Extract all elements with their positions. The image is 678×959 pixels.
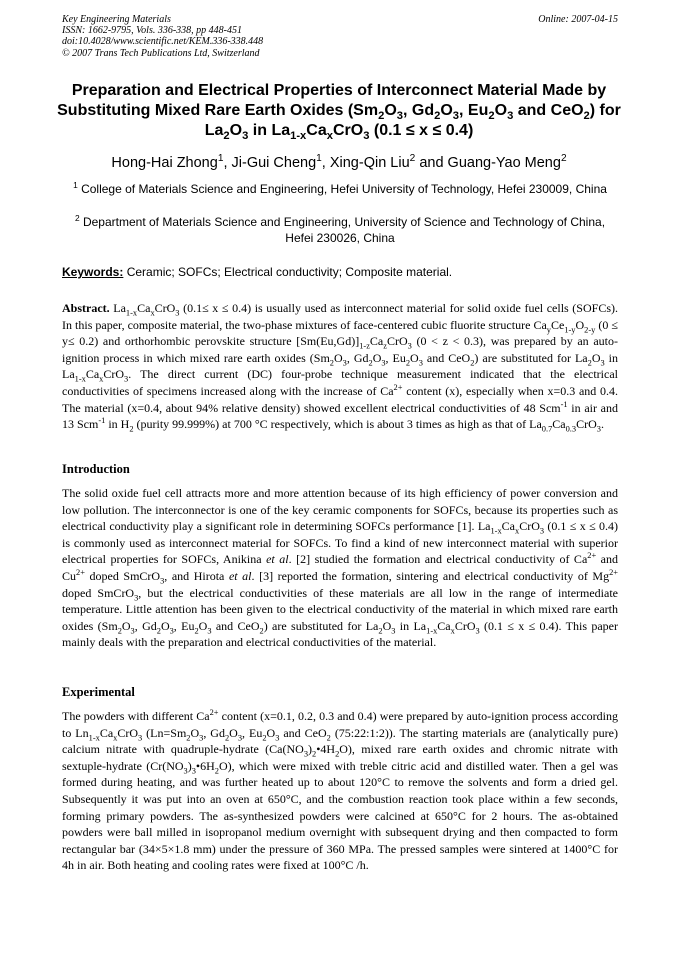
journal-name: Key Engineering Materials [62, 14, 171, 25]
issn-line: ISSN: 1662-9795, Vols. 336-338, pp 448-451 [62, 25, 242, 37]
affiliation-2: $^2$ Department of Materials Science and Engineering, University of Science and Technology of China, Hefei 230026, China [74, 213, 606, 245]
abstract-label: Abstract. [62, 301, 110, 315]
doi-line: doi:10.4028/www.scientific.net/KEM.336-338.448 [62, 36, 264, 48]
experimental-paragraph: The powders with different $Ca^{2+}$ content (x=0.1, 0.2, 0.3 and 0.4) were prepared by auto-ignition process according to $Ln_{1-x}Ca_xCrO_3$ ($Ln=Sm_2O_3$, $Gd_2O_3$, $Eu_2O_3$ and CeO$_2$ (75:22:1:2)). The starting materials are (analytically pure) calcium nitrate with quadruple-hydrate $(Ca(NO_3)_2•4H_2O)$, mixed rare earth oxides and chromic nitrate with sextuple-hydrate $(Cr(NO_3)_3•6H_2O)$, which were mixed with treble citric acid and distilled water. Then a gel was formed during heating, and was further heated up to about 120°C to remove the solvents and form a dried gel. Subsequently it was put into an oven at 650°C, and the combustion reaction took place within a few seconds, forming primary powders. The as-synthesized powders were calcined at 650°C for 2 hours. The as-obtained powders were ball milled in isopropanol medium overnight with subsequent drying and then compacted to form rectangular bar (34×5×1.8 mm) under the pressure of 360 MPa. The pressed samples were sintered at 1400°C for 4h in air. Both heating and cooling rates were fixed at 100°C /h. [62, 708, 619, 873]
affiliation-1: $^1$ College of Materials Science and Engineering, Hefei University of Technology, Hefei 230009, China [73, 180, 607, 196]
online-date: Online: 2007-04-15 [538, 14, 618, 25]
running-header [62, 14, 618, 59]
copyright-line: © 2007 Trans Tech Publications Ltd, Switzerland [62, 47, 260, 59]
author-list: Hong-Hai Zhong$^1$, Ji-Gui Cheng$^1$, Xing-Qin Liu$^2$ and Guang-Yao Meng$^2$ [111, 153, 567, 171]
introduction-paragraph: The solid oxide fuel cell attracts more and more attention because of its high efficiency of power conversion and low pollution. The interconnector is one of the key ceramic components for SOFCs, because its properties such as electrical conductivity play a significant role in determining SOFCs performance [1]. $La_{1-x}Ca_xCrO_3$ (0.1 ≤ x ≤ 0.4) is commonly used as interconnect material for SOFCs. To find a kind of new interconnect material with superior electrical properties for SOFCs, Anikina et al. [2] studied the formation and electrical conductivity of $Ca^{2+}$ and $Cu^{2+}$ doped SmCrO$_3$, and Hirota et al. [3] reported the formation, sintering and electrical conductivity of $Mg^{2+}$ doped SmCrO$_3$, but the electrical conductivities of these materials are all low in the range of intermediate temperature. Little attention has been given to the electrical conductivity of the material in which mixed rare earth oxides ($Sm_2O_3$, $Gd_2O_3$, $Eu_2O_3$ and CeO$_2$) are substituted for $La_2O_3$ in $La_{1-x}Ca_xCrO_3$ (0.1 ≤ x ≤ 0.4). This paper mainly deals with the preparation and electrical conductivities of the material. [62, 486, 619, 650]
paper-title: Preparation and Electrical Properties of Interconnect Material Made by Substituting Mixed Rare Earth Oxides ($Sm_2O_3$, $Gd_2O_3$, $Eu_2O_3$ and CeO$_2$) for $La_2O_3$ in $La_{1-x}Ca_xCrO_3$ (0.1 ≤ x ≤ 0.4) [57, 82, 621, 143]
keywords: Keywords: Ceramic; SOFCs; Electrical conductivity; Composite material. [62, 265, 453, 279]
experimental-heading: Experimental [62, 685, 135, 699]
keywords-label: Keywords: [62, 265, 124, 279]
abstract-paragraph: Abstract. $La_{1-x}Ca_xCrO_3$ (0.1≤ x ≤ 0.4) is usually used as interconnect material for solid oxide fuel cells (SOFCs). In this paper, composite material, the two-phase mixtures of face-centered cubic fluorite structure $Ca_yCe_{1-y}O_{2-y}$ (0 ≤ y≤ 0.2) and orthorhombic perovskite structure $[Sm(Eu,Gd)]_{1-z}Ca_zCrO_3$ (0 < z < 0.3), was prepared by an auto-ignition process in which mixed rare earth oxides ($Sm_2O_3$, $Gd_2O_3$, $Eu_2O_3$ and CeO$_2$) are substituted for $La_2O_3$ in $La_{1-x}Ca_xCrO_3$. The direct current (DC) four-probe technique measurement indicated that the electrical conductivities of specimens increased along with the increase of $Ca^{2+}$ content (x), especially when x=0.3 and 0.4. The material (x=0.4, about 94% relative density) showed excellent electrical conductivities of 48 Scm$^{-1}$ in air and 13 Scm$^{-1}$ in $H_2$ (purity 99.999%) at 700 °C respectively, which is about 3 times as high as that of $La_{0.7}Ca_{0.3}CrO_3$. [62, 301, 619, 434]
introduction-heading: Introduction [62, 462, 130, 476]
